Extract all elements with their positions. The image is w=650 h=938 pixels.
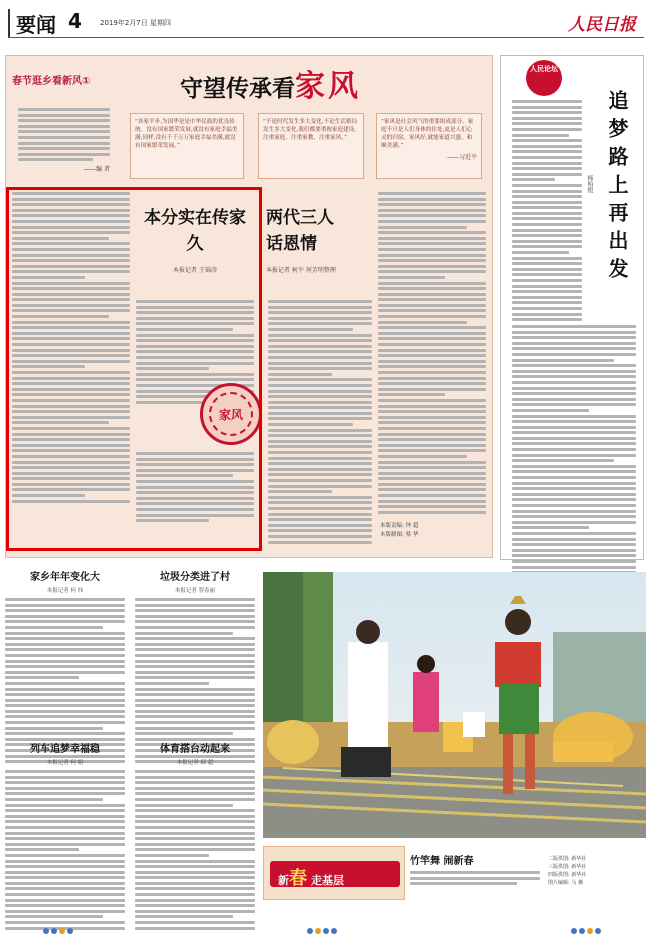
feature-main-title	[180, 61, 361, 105]
quote-text-2: “不论时代发生多大变化,不论生活格局发生多大变化,我们都要重视家庭建设,注重家庭、注重家教、注重家风。”	[263, 119, 358, 141]
commentary-author: 杨柏根	[586, 175, 593, 193]
new-spring-banner	[263, 846, 405, 900]
banner-prefix: 新	[278, 874, 289, 887]
commentary-logo	[526, 60, 562, 96]
news-byline-4: 本报记者 邱 超	[176, 760, 214, 766]
article-2-column-a	[268, 300, 372, 546]
article-2-byline: 本报记者 柯平 何芳明整理	[266, 267, 336, 274]
news-byline-1: 本报记者 何 炜	[46, 588, 84, 594]
page-header	[8, 5, 644, 39]
short-news-block	[5, 568, 257, 913]
series-tag-text: 春节逛乡看新风①	[12, 76, 91, 87]
footer-dots-left	[42, 919, 74, 938]
news-item-2	[135, 568, 255, 766]
article-2-title-text: 两代三人话恩情	[266, 208, 334, 254]
photo-credit-3: 四版供图: 新华社	[548, 872, 587, 878]
photo-credit-2: 三版供图: 新华社	[548, 864, 587, 870]
photo-caption	[410, 852, 540, 888]
seal-text: 家风	[218, 408, 243, 422]
footer-dots-right	[570, 919, 602, 938]
news-title-1: 家乡年年变化大	[30, 572, 100, 583]
bamboo-dance-photo	[263, 572, 646, 838]
commentary-title: 追梦路上再出发	[605, 90, 629, 286]
editor-credit-2: 本版制图: 蔡 华	[380, 532, 419, 538]
news-byline-3: 本报记者 何 娟	[46, 760, 84, 766]
news-byline-2: 本报记者 智春丽	[174, 588, 216, 594]
main-title-accent: 家风	[295, 69, 361, 104]
article-2-column-b	[378, 192, 486, 516]
section-title: 要闻	[16, 13, 56, 37]
quote-box-3	[376, 113, 482, 179]
article-2-title	[266, 205, 376, 274]
footer-dots-center	[306, 919, 338, 938]
intro-signature: ——编 者	[84, 165, 110, 173]
editor-credits	[380, 522, 418, 540]
news-item-1	[5, 568, 125, 766]
intro-text	[18, 108, 110, 173]
highlight-frame	[6, 187, 262, 551]
photo-credits	[548, 855, 644, 887]
masthead-logo: 人民日报	[568, 15, 636, 35]
commentary-text-top	[512, 100, 582, 324]
quote-text-3: “家风是社会风气的重要组成部分。家庭不只是人们身体的住处,更是人们心灵的归宿。家风好,就能家道兴盛、和顺美满。”	[381, 119, 474, 149]
photo-credit-1: 二版供图: 新华社	[548, 856, 587, 862]
quote-text-1: “各家平步,为国华是是中华民族的优良传统。没有国家繁荣发展,就没有家庭幸福美满;同样,没有千千万万家庭幸福美满,就没有国家繁荣发展。”	[135, 119, 238, 149]
issue-date: 2019年2月7日 星期四	[100, 19, 171, 27]
banner-accent: 春	[289, 868, 307, 889]
news-title-2: 垃圾分类进了村	[160, 572, 230, 583]
series-tag	[12, 72, 90, 87]
photo-illustration	[263, 572, 646, 838]
quote-attribution: ——习近平	[446, 154, 477, 161]
header-rule	[8, 37, 644, 38]
news-title-4: 体育搭台动起来	[160, 744, 230, 755]
photo-credit-4: 图片编辑: 马 骥	[548, 880, 583, 886]
commentary-logo-text: 人民论坛	[530, 65, 558, 73]
header-left-bracket	[8, 9, 12, 37]
banner-suffix: 走基层	[311, 874, 344, 887]
banner-text	[278, 864, 344, 890]
main-title-prefix: 守望传承看	[180, 75, 295, 102]
article-1-title-text: 本分实在传家久	[144, 208, 246, 254]
article-1-byline: 本报记者 王锦涛	[173, 267, 217, 274]
quote-box-2	[258, 113, 364, 179]
editor-credit-1: 本版责编: 钟 超	[380, 523, 419, 529]
page-number: 4	[68, 9, 82, 33]
quote-box-1	[130, 113, 244, 179]
news-item-4	[135, 740, 255, 932]
news-item-3	[5, 740, 125, 932]
photo-caption-title: 竹竿舞 闹新春	[410, 856, 474, 867]
news-title-3: 列车追梦幸福稳	[30, 744, 100, 755]
